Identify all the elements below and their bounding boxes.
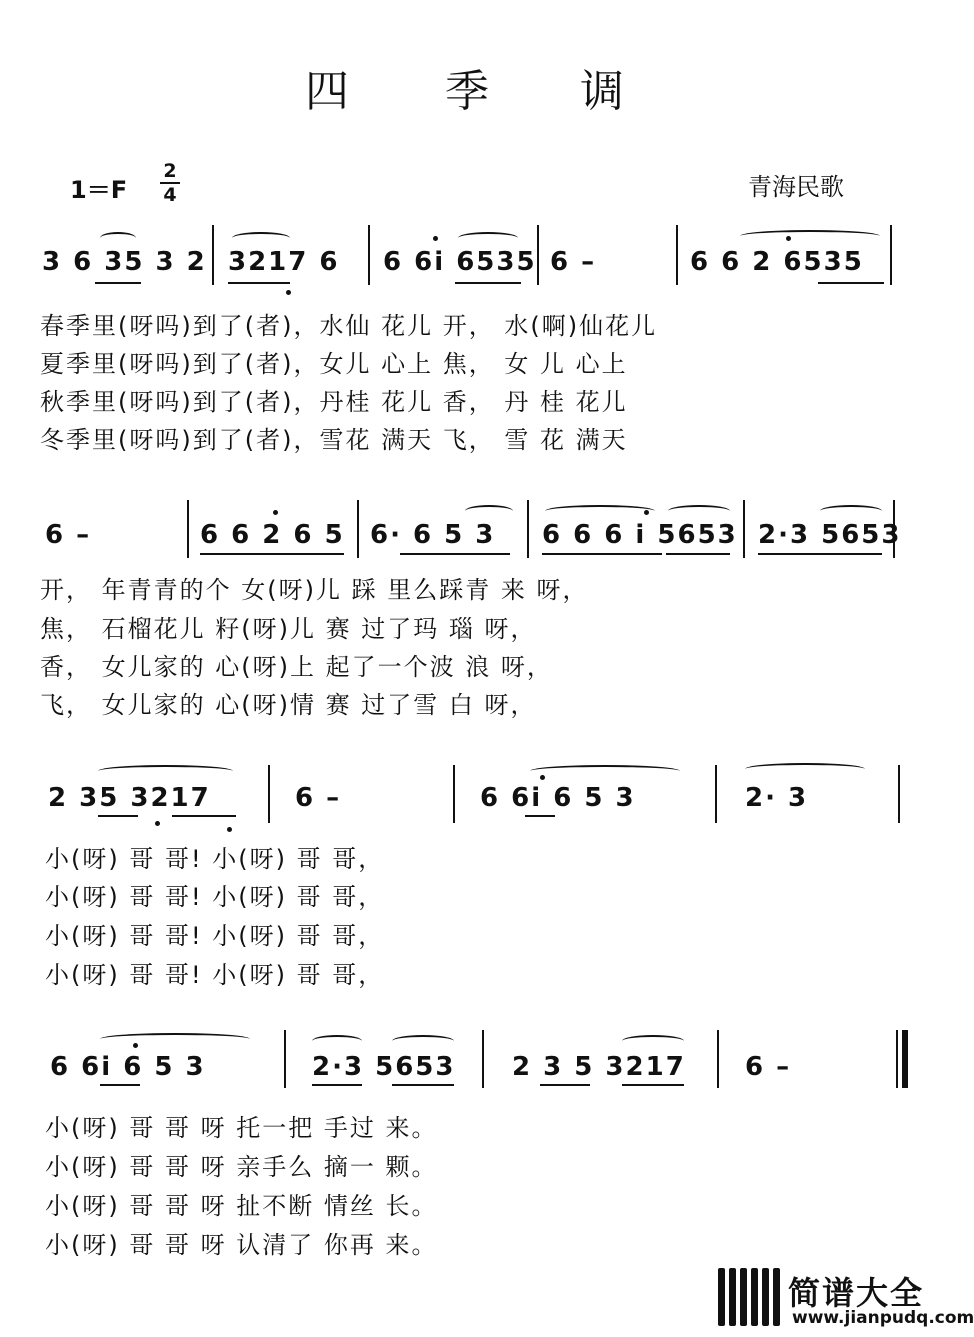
measure-notes: 2 3 5 3217 — [512, 1052, 686, 1082]
lyric-line: 香， 女儿家的 心(呀)上 起了一个波 浪 呀， — [40, 653, 553, 681]
slur — [545, 505, 655, 517]
beam-underline — [95, 282, 141, 284]
octave-dot — [644, 510, 649, 515]
octave-dot — [786, 236, 791, 241]
beam-underline — [98, 815, 138, 817]
slur — [530, 765, 680, 777]
title-char: 四 — [305, 66, 349, 117]
lyric-line: 小(呀) 哥 哥 呀 亲手么 摘一 颗。 — [45, 1153, 438, 1181]
measure-notes: 2· 3 — [745, 783, 809, 813]
beam-underline — [200, 553, 344, 555]
lyric-line: 小(呀) 哥 哥! 小(呀) 哥 哥， — [45, 922, 385, 950]
lyric-line: 夏季里(呀吗)到了(者)，女儿 心上 焦， 女 儿 心上 — [40, 350, 628, 378]
beam-underline — [455, 282, 521, 284]
measure-notes: 2·3 5653 — [758, 520, 902, 550]
slur — [622, 1035, 684, 1047]
measure-notes: 6 – — [745, 1052, 792, 1082]
site-watermark — [718, 1268, 974, 1330]
barline — [527, 500, 529, 558]
beam-underline — [400, 553, 510, 555]
barline — [268, 765, 270, 823]
lyric-line: 飞， 女儿家的 心(呀)情 赛 过了雪 白 呀， — [40, 691, 537, 719]
barline — [357, 500, 359, 558]
final-barline-thin — [896, 1030, 898, 1088]
slur — [820, 505, 882, 517]
lyric-line: 秋季里(呀吗)到了(者)，丹桂 花儿 香， 丹 桂 花儿 — [40, 388, 628, 416]
octave-dot — [286, 290, 291, 295]
lyric-line: 小(呀) 哥 哥! 小(呀) 哥 哥， — [45, 961, 385, 989]
slur — [100, 232, 136, 244]
slur — [312, 1035, 362, 1047]
slur — [465, 505, 513, 517]
beam-underline — [818, 282, 884, 284]
octave-dot — [227, 827, 232, 832]
final-barline-thick — [902, 1030, 908, 1088]
beam-underline — [392, 1084, 454, 1086]
lyric-line: 开， 年青青的个 女(呀)儿 踩 里么踩青 来 呀， — [40, 576, 589, 604]
beam-underline — [172, 815, 236, 817]
lyric-line: 小(呀) 哥 哥 呀 认清了 你再 来。 — [45, 1231, 438, 1259]
barline — [187, 500, 189, 558]
octave-dot — [540, 775, 545, 780]
barline — [898, 765, 900, 823]
measure-notes: 6· 6 5 3 — [370, 520, 496, 550]
slur — [232, 232, 290, 244]
measure-notes: 6 6i 6 5 3 — [50, 1052, 206, 1082]
barline — [715, 765, 717, 823]
piano-keys-icon — [718, 1268, 782, 1328]
barline — [743, 500, 745, 558]
slur — [458, 232, 518, 244]
measure-notes: 6 6 2 6535 — [690, 247, 864, 277]
slur — [392, 1035, 454, 1047]
beam-underline — [542, 553, 662, 555]
watermark-url: www.jianpudq.com — [792, 1308, 974, 1328]
lyric-line: 小(呀) 哥 哥 呀 托一把 手过 来。 — [45, 1114, 438, 1142]
measure-notes: 6 6 6 i 5653 — [542, 520, 738, 550]
beam-underline — [540, 1084, 590, 1086]
octave-dot — [155, 821, 160, 826]
song-source: 青海民歌 — [748, 173, 844, 201]
time-sig-top: 2 — [160, 160, 180, 184]
measure-notes: 3217 6 — [228, 247, 340, 277]
measure-notes: 6 6i 6 5 3 — [480, 783, 636, 813]
lyric-line: 冬季里(呀吗)到了(者)，雪花 满天 飞， 雪 花 满天 — [40, 426, 628, 454]
watermark-name: 简谱大全 — [788, 1274, 925, 1312]
measure-notes: 6 6 2 6 5 — [200, 520, 345, 550]
measure-notes: 6 – — [550, 247, 597, 277]
measure-notes: 2 35 3217 — [48, 783, 211, 813]
slur — [100, 1033, 250, 1045]
barline — [453, 765, 455, 823]
slur — [668, 505, 730, 517]
slur — [740, 230, 880, 242]
beam-underline — [100, 1084, 140, 1086]
lyric-line: 小(呀) 哥 哥 呀 扯不断 情丝 长。 — [45, 1192, 438, 1220]
beam-underline — [758, 553, 882, 555]
slur — [745, 763, 865, 775]
beam-underline — [312, 1084, 362, 1086]
title-char: 季 — [445, 66, 489, 117]
beam-underline — [622, 1084, 684, 1086]
measure-notes: 6 6i 6535 — [383, 247, 537, 277]
time-sig-bottom: 4 — [163, 184, 177, 206]
barline — [676, 225, 678, 285]
title-char: 调 — [580, 66, 624, 117]
lyric-line: 焦， 石榴花儿 籽(呀)儿 赛 过了玛 瑙 呀， — [40, 615, 537, 643]
measure-notes: 2·3 5653 — [312, 1052, 456, 1082]
measure-notes: 6 – — [45, 520, 92, 550]
beam-underline — [525, 815, 555, 817]
octave-dot — [273, 510, 278, 515]
lyric-line: 小(呀) 哥 哥! 小(呀) 哥 哥， — [45, 883, 385, 911]
beam-underline — [666, 553, 730, 555]
barline — [890, 225, 892, 285]
key-signature: 1＝F — [70, 176, 128, 204]
time-signature — [160, 160, 180, 206]
barline — [284, 1030, 286, 1088]
slur — [98, 765, 233, 777]
measure-notes: 3 6 35 3 2 — [42, 247, 207, 277]
barline — [537, 225, 539, 285]
barline — [482, 1030, 484, 1088]
octave-dot — [133, 1043, 138, 1048]
beam-underline — [228, 282, 290, 284]
octave-dot — [433, 236, 438, 241]
barline — [368, 225, 370, 285]
barline — [717, 1030, 719, 1088]
barline — [212, 225, 214, 285]
lyric-line: 春季里(呀吗)到了(者)，水仙 花儿 开， 水(啊)仙花儿 — [40, 312, 658, 340]
lyric-line: 小(呀) 哥 哥! 小(呀) 哥 哥， — [45, 845, 385, 873]
measure-notes: 6 – — [295, 783, 342, 813]
